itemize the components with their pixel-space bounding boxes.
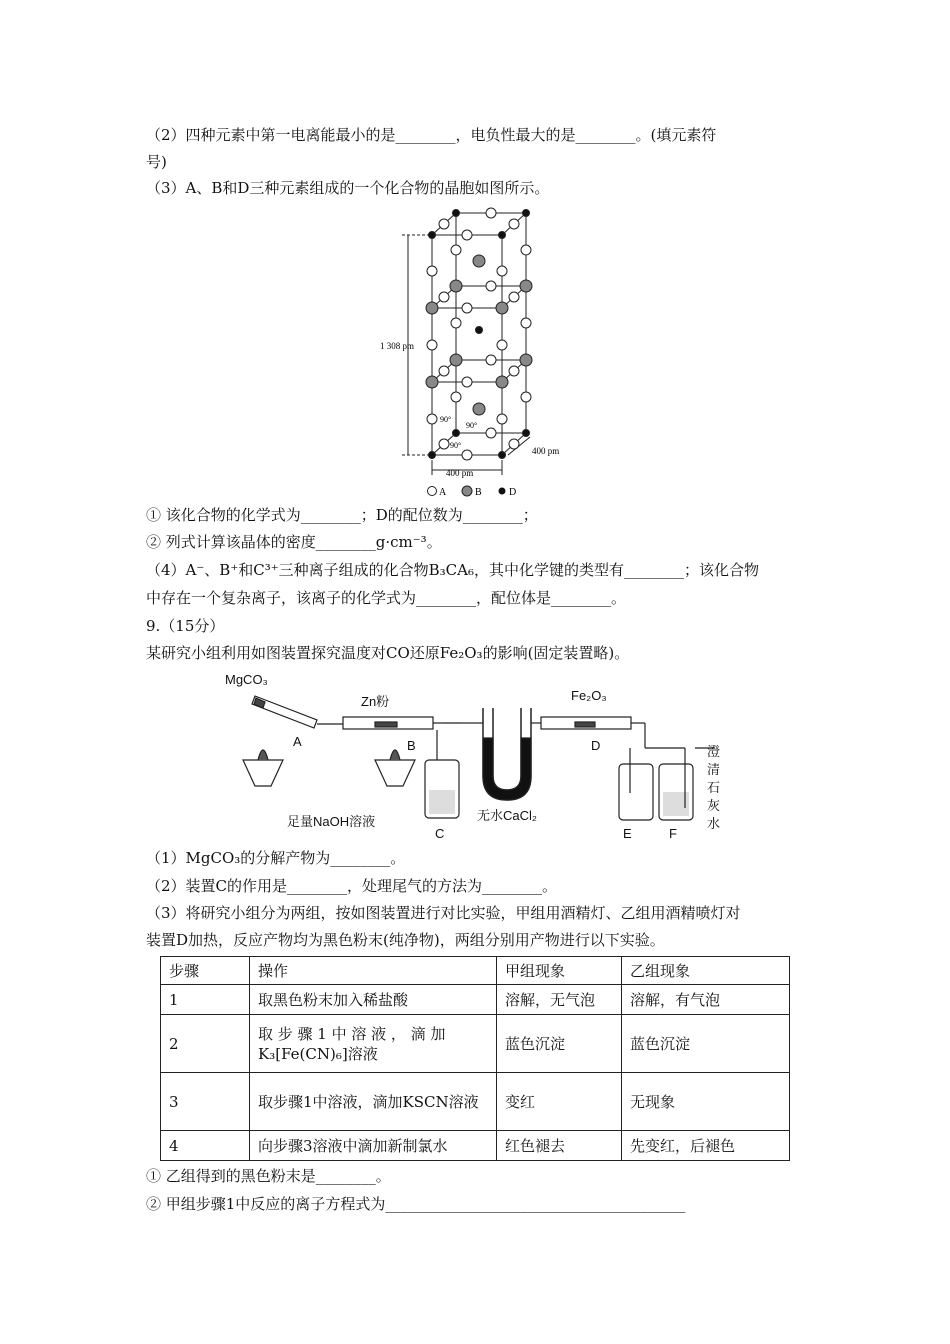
height-label: 1 308 pm <box>380 341 415 351</box>
experiment-table <box>160 956 790 1161</box>
cell: 4 <box>161 1131 250 1161</box>
table-header-row <box>161 957 790 985</box>
q9-answer-1: ① 乙组得到的黑色粉末是________。 <box>146 1167 391 1185</box>
q4-line-2: 中存在一个复杂离子，该离子的化学式为________，配位体是________。 <box>146 589 627 607</box>
header-group-a: 甲组现象 <box>497 957 622 985</box>
limewater-2: 清 <box>707 762 721 777</box>
legend-b: B <box>475 487 482 498</box>
cell: 无现象 <box>622 1073 790 1131</box>
label-b: B <box>407 738 416 753</box>
q9-sub-3-line-2: 装置D加热，反应产物均为黑色粉末(纯净物)，两组分别用产物进行以下实验。 <box>146 931 665 949</box>
cell: 3 <box>161 1073 250 1131</box>
label-a: A <box>293 734 302 749</box>
crystal-cell-figure <box>380 205 580 500</box>
label-d: D <box>591 738 601 753</box>
cell: 红色褪去 <box>497 1131 622 1161</box>
limewater-4: 灰 <box>707 798 721 813</box>
angle-label-3: 90° <box>450 441 462 450</box>
q4-line-1: （4）A⁻、B⁺和C³⁺三种离子组成的化合物B₃CA₆，其中化学键的类型有________；该化合物 <box>146 561 760 579</box>
cell: 取黑色粉末加入稀盐酸 <box>250 985 497 1015</box>
cell: 取步骤1中溶液，滴加KSCN溶液 <box>250 1073 497 1131</box>
q3-sub-2: ② 列式计算该晶体的密度________g·cm⁻³。 <box>146 533 442 551</box>
limewater-5: 水 <box>707 816 721 831</box>
limewater-1: 澄 <box>707 744 721 759</box>
cell: 蓝色沉淀 <box>622 1015 790 1073</box>
cell: 向步骤3溶液中滴加新制氯水 <box>250 1131 497 1161</box>
cell: 溶解，有气泡 <box>622 985 790 1015</box>
angle-label-1: 90° <box>440 415 452 424</box>
apparatus-figure <box>225 668 735 843</box>
q9-sub-1: （1）MgCO₃的分解产物为________。 <box>146 849 406 867</box>
q9-sub-3-line-1: （3）将研究小组分为两组，按如图装置进行对比实验，甲组用酒精灯、乙组用酒精喷灯对 <box>146 904 741 922</box>
cell: 蓝色沉淀 <box>497 1015 622 1073</box>
header-operation: 操作 <box>250 957 497 985</box>
label-e: E <box>623 826 632 841</box>
table-row <box>161 1073 790 1131</box>
q9-sub-2: （2）装置C的作用是________，处理尾气的方法为________。 <box>146 877 558 895</box>
q3-sub-1: ① 该化合物的化学式为________；D的配位数为________； <box>146 506 538 524</box>
angle-label-2: 90° <box>466 421 478 430</box>
cell: 取 步 骤 1 中 溶 液 ， 滴 加 K₃[Fe(CN)₆]溶液 <box>250 1015 497 1073</box>
label-c: C <box>435 826 445 841</box>
header-step: 步骤 <box>161 957 250 985</box>
cell: 变红 <box>497 1073 622 1131</box>
label-f: F <box>669 826 677 841</box>
label-zn: Zn粉 <box>361 694 390 709</box>
label-cacl2: 无水CaCl₂ <box>477 808 537 823</box>
cell: 1 <box>161 985 250 1015</box>
depth-label: 400 pm <box>532 446 560 456</box>
header-group-b: 乙组现象 <box>622 957 790 985</box>
q9-intro: 某研究小组利用如图装置探究温度对CO还原Fe₂O₃的影响(固定装置略)。 <box>146 644 630 662</box>
limewater-3: 石 <box>707 780 721 795</box>
legend-a: A <box>439 487 447 498</box>
label-mgco3: MgCO₃ <box>225 672 268 687</box>
q9-title: 9.（15分） <box>146 617 225 635</box>
label-naoh: 足量NaOH溶液 <box>287 814 376 829</box>
cell: 溶解，无气泡 <box>497 985 622 1015</box>
table-row <box>161 985 790 1015</box>
label-fe2o3: Fe₂O₃ <box>571 688 607 703</box>
q3-line: （3）A、B和D三种元素组成的一个化合物的晶胞如图所示。 <box>146 179 550 197</box>
q2-line-1: （2）四种元素中第一电离能最小的是________，电负性最大的是________。(填元素符 <box>146 126 717 144</box>
table-row <box>161 1015 790 1073</box>
q2-line-2: 号) <box>146 153 167 171</box>
width-label: 400 pm <box>446 468 474 478</box>
table-row <box>161 1131 790 1161</box>
cell: 2 <box>161 1015 250 1073</box>
q9-answer-2: ② 甲组步骤1中反应的离子方程式为________________________________________ <box>146 1195 686 1213</box>
legend-d: D <box>509 487 517 498</box>
cell: 先变红，后褪色 <box>622 1131 790 1161</box>
